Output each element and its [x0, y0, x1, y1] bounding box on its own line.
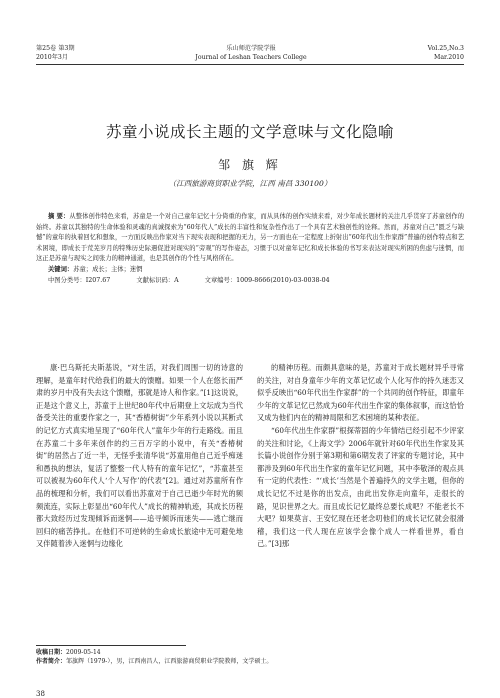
- document-code: 文献标识码：A: [136, 276, 179, 284]
- body-paragraph: 的精神历程。而颇具意味的是，苏童对于成长题材异乎寻常的关注，对自身童年少年的文革记忆或个人化写作的持久迷恋又似乎反映出“60年代出生作家群”的一个共同的创作特征，即童年少年的文革记忆已然成为60年代出生作家的集体叙事，而这恰恰又成为他们内在的精神局限和艺术困境的某种表征。: [257, 363, 464, 423]
- author-bio-label: 作者简介：: [36, 658, 67, 665]
- body-column-left: [36, 362, 243, 551]
- abstract-text: 从整体创作特色来看，苏童是一个对自己童年记忆十分倚重的作家，而从具体的创作实绩来看，对少年成长题材的关注几乎贯穿了苏童创作的始终。苏童以其独特的生命体验和灵魂的真诚探索为“60年代人”成长的丰富性和复杂性作出了一个具有艺术独创性的诠释。然而，苏童对自己“匮乏与缺憾”的童年的执着回忆和想象，一方面反映出作家对当下现实表现和把握的无力，另一方面也在一定程度上折射出“60年代出生作家群”普遍的创作特点和艺术困境，即成长于荒芜岁月的特殊历史际遇促进对现实的“旁观”的写作姿态，习惯于以对童年记忆和成长体验的书写来表达对现实所困的焦虑与迷惘，而这正是苏童与现实之间张力的精神通道，也是其创作的个性与风格所在。: [36, 213, 465, 263]
- header-journal-cn: 乐山师范学院学报: [226, 45, 276, 52]
- keywords-line: [36, 265, 464, 276]
- header-date-en: Mar.2010: [433, 54, 464, 61]
- body-column-right: [257, 362, 464, 551]
- abstract-label: 摘 要：: [48, 213, 70, 220]
- footnote: [36, 648, 272, 666]
- header-rule: [36, 64, 464, 65]
- clc-number: 中图分类号：I207.67: [48, 276, 111, 284]
- classification-line: [36, 276, 464, 287]
- header-volume: 第25卷 第3期: [36, 45, 75, 52]
- article-author: 邹 旗 辉: [218, 158, 282, 172]
- body-paragraph: 康·巴乌斯托夫斯基说，“对生活，对我们周围一切的诗意的理解，是童年时代给我们的最大的馈赠。如果一个人在悠长而严肃的岁月中没有失去这个馈赠，那就是诗人和作家。”[1]这说说，正是这个意义上，苏童于上世纪80年代中后期登上文坛成为当代备受关注的重要作家之一，其“香椿树街”少年系列小说以其断式的记忆方式真实地呈现了“60年代人”童年少年的行走路线。而且在苏童二十多年来创作的约三百万字的小说中，有关“香椿树街”的居然占了近一半，无怪乎张清华说“苏童用他自己近乎痴迷和愚执的想法，复活了整整一代人特有的童年记忆”，“苏童甚至可以被视为60年代人‘个人写作’的代表”[2]。通过对苏童所有作品的梳理和分析，我们可以看出苏童对于自己已逝少年时光的频频流连，实际上彰显出“60年代人”成长的精神轨迹，其成长历程都大致经历过发现倾诉而迷惘——追寻倾诉而迷失——逃亡继而回归的痛苦挣扎。在他们不可逆转的生命成长旅途中无可避免地又伴随着涉入迷惘与边缘化: [36, 363, 243, 549]
- header-journal-en: Journal of Leshan Teachers College: [195, 54, 307, 61]
- footnote-rule: [36, 645, 186, 646]
- abstract-paragraph: [36, 212, 464, 265]
- received-date-line: [36, 648, 272, 657]
- received-date: 2009-05-14: [66, 649, 101, 656]
- received-label: 收稿日期：: [36, 649, 67, 656]
- article-title: 苏童小说成长主题的文学意味与文化隐喻: [105, 123, 394, 141]
- keywords: 苏童；成长；主体；迷惘: [73, 265, 143, 273]
- abstract-block: [36, 212, 464, 286]
- article-id: 文章编号：1009-8666(2010)-03-0038-04: [204, 276, 330, 284]
- page-number: 38: [36, 690, 45, 698]
- author-bio-line: [36, 657, 272, 666]
- author-bio: 邹旗辉（1979-），男，江西南昌人，江西旅游商贸职业学院教师，文学硕士。: [66, 658, 273, 665]
- body-paragraph: “60年代出生作家群”根探蒂固的少年情结已经引起不少评家的关注和讨论，《上海文学》2006年就针对60年代出生作家及其长篇小说创作分别于第3期和第6期发表了评家的专题讨论，其中都涉及到60年代出生作家的童年记忆问题，其中李敬泽的观点具有一定的代表性：“‘成长’当然是个普遍持久的文学主题，但你的成长记忆不过是你的出发点，由此出发你走向童年，走很长的路，见识世界之大。而且成长记忆最终总要长成吧？不能老长不大吧？如果莫言、王安忆现在还老念叨他们的成长记忆就会很滑稽，我们这一代人现在应该学会像个成人一样看世界，看自己。”[3]那: [257, 425, 464, 549]
- author-affiliation: （江西旅游商贸职业学院，江西 南昌 330100）: [168, 179, 332, 188]
- header-vol-en: Vol.25,No.3: [427, 45, 464, 52]
- keywords-label: 关键词：: [48, 265, 74, 273]
- running-header: [36, 44, 464, 62]
- header-date-cn: 2010年3月: [36, 54, 69, 61]
